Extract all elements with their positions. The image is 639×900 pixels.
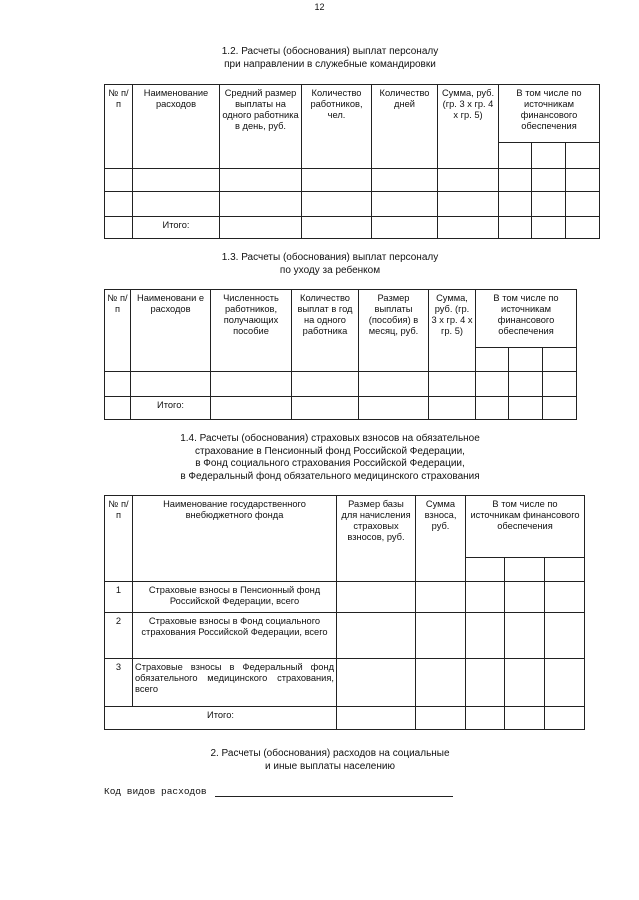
col-header-base-size: Размер базы для начисления страховых взносов, руб. bbox=[337, 496, 416, 582]
expense-code-label: Код видов расходов bbox=[104, 786, 207, 797]
table-cell[interactable] bbox=[545, 582, 585, 613]
sub-header-cell bbox=[509, 348, 543, 372]
section-1-4-title bbox=[140, 433, 520, 483]
row-num: 1 bbox=[105, 582, 133, 613]
total-label: Итого: bbox=[131, 397, 211, 420]
col-header-sources: В том числе по источникам финансового обеспечения bbox=[499, 85, 600, 143]
section-2-title-line2: и иные выплаты населению bbox=[265, 760, 395, 772]
table-cell[interactable] bbox=[438, 192, 499, 217]
table-business-trip bbox=[104, 84, 600, 239]
table-cell[interactable] bbox=[211, 397, 292, 420]
table-cell[interactable] bbox=[302, 217, 372, 239]
col-header-sum: Сумма, руб. (гр. 3 х гр. 4 х гр. 5) bbox=[438, 85, 499, 169]
table-cell[interactable] bbox=[211, 372, 292, 397]
table-cell[interactable] bbox=[337, 659, 416, 707]
sub-header-cell bbox=[505, 558, 545, 582]
section-2-title bbox=[180, 748, 480, 773]
section-1-4-title-line1: 1.4. Расчеты (обоснования) страховых взносов на обязательное bbox=[180, 433, 480, 444]
table-cell[interactable] bbox=[133, 169, 220, 192]
row-num: 2 bbox=[105, 613, 133, 659]
col-header-workers-count: Численность работников, получающих пособие bbox=[211, 290, 292, 372]
table-cell[interactable] bbox=[429, 372, 476, 397]
row-fund-name: Страховые взносы в Пенсионный фонд Российской Федерации, всего bbox=[133, 582, 337, 613]
table-cell[interactable] bbox=[416, 707, 466, 730]
table-cell[interactable] bbox=[466, 707, 505, 730]
col-header-sources: В том числе по источникам финансового обеспечения bbox=[476, 290, 577, 348]
table-cell[interactable] bbox=[372, 169, 438, 192]
table-insurance-contributions bbox=[104, 495, 585, 730]
section-1-4-title-line3: в Фонд социального страхования Российской Федерации, bbox=[195, 458, 465, 469]
table-cell[interactable] bbox=[466, 613, 505, 659]
table-cell[interactable] bbox=[429, 397, 476, 420]
expense-code-input[interactable] bbox=[215, 786, 453, 797]
table-cell[interactable] bbox=[416, 659, 466, 707]
table-cell[interactable] bbox=[105, 192, 133, 217]
col-header-workers: Количество работников, чел. bbox=[302, 85, 372, 169]
col-header-monthly-benefit: Размер выплаты (пособия) в месяц, руб. bbox=[359, 290, 429, 372]
total-label: Итого: bbox=[105, 707, 337, 730]
table-cell[interactable] bbox=[438, 169, 499, 192]
table-cell[interactable] bbox=[466, 582, 505, 613]
col-header-sources: В том числе по источникам финансового обеспечения bbox=[466, 496, 585, 558]
sub-header-cell bbox=[476, 348, 509, 372]
table-cell[interactable] bbox=[337, 582, 416, 613]
table-cell[interactable] bbox=[416, 613, 466, 659]
expense-code-field bbox=[104, 786, 453, 797]
table-cell[interactable] bbox=[105, 217, 133, 239]
col-header-fund-name: Наименование государственного внебюджетного фонда bbox=[133, 496, 337, 582]
section-1-3-title bbox=[180, 252, 480, 277]
table-cell[interactable] bbox=[131, 372, 211, 397]
table-cell[interactable] bbox=[505, 582, 545, 613]
table-cell[interactable] bbox=[466, 659, 505, 707]
table-cell[interactable] bbox=[566, 192, 600, 217]
col-header-payments-per-year: Количество выплат в год на одного работника bbox=[292, 290, 359, 372]
table-cell[interactable] bbox=[532, 217, 566, 239]
table-cell[interactable] bbox=[545, 613, 585, 659]
table-cell[interactable] bbox=[302, 169, 372, 192]
section-1-2-title bbox=[180, 46, 480, 71]
table-child-care bbox=[104, 289, 577, 420]
table-cell[interactable] bbox=[476, 397, 509, 420]
sub-header-cell bbox=[466, 558, 505, 582]
table-cell[interactable] bbox=[545, 707, 585, 730]
table-cell[interactable] bbox=[292, 372, 359, 397]
table-cell[interactable] bbox=[302, 192, 372, 217]
table-cell[interactable] bbox=[499, 169, 532, 192]
table-cell[interactable] bbox=[337, 613, 416, 659]
sub-header-cell bbox=[499, 143, 532, 169]
col-header-sum: Сумма, руб. (гр. 3 х гр. 4 х гр. 5) bbox=[429, 290, 476, 372]
table-cell[interactable] bbox=[505, 707, 545, 730]
table-cell[interactable] bbox=[372, 192, 438, 217]
col-header-days: Количество дней bbox=[372, 85, 438, 169]
table-row bbox=[105, 582, 585, 613]
table-cell[interactable] bbox=[133, 192, 220, 217]
table-cell[interactable] bbox=[566, 169, 600, 192]
table-cell[interactable] bbox=[416, 582, 466, 613]
col-header-expense-name: Наименовани е расходов bbox=[131, 290, 211, 372]
table-cell[interactable] bbox=[337, 707, 416, 730]
table-cell[interactable] bbox=[220, 192, 302, 217]
section-1-2-title-line2: при направлении в служебные командировки bbox=[224, 58, 436, 70]
section-1-4-title-line4: в Федеральный фонд обязательного медицинского страхования bbox=[180, 470, 480, 482]
table-cell[interactable] bbox=[545, 659, 585, 707]
col-header-expense-name: Наименование расходов bbox=[133, 85, 220, 169]
table-cell[interactable] bbox=[543, 397, 577, 420]
section-1-3-title-line2: по уходу за ребенком bbox=[279, 264, 381, 276]
sub-header-cell bbox=[532, 143, 566, 169]
row-num: 3 bbox=[105, 659, 133, 707]
table-cell[interactable] bbox=[105, 169, 133, 192]
sub-header-cell bbox=[545, 558, 585, 582]
table-cell[interactable] bbox=[359, 372, 429, 397]
sub-header-cell bbox=[543, 348, 577, 372]
table-cell[interactable] bbox=[438, 217, 499, 239]
col-header-num: № п/п bbox=[105, 85, 133, 169]
table-cell[interactable] bbox=[105, 372, 131, 397]
col-header-avg-payment: Средний размер выплаты на одного работника в день, руб. bbox=[220, 85, 302, 169]
row-fund-name: Страховые взносы в Федеральный фонд обязательного медицинского страхования, всего bbox=[133, 659, 337, 707]
table-cell[interactable] bbox=[105, 397, 131, 420]
table-row bbox=[105, 659, 585, 707]
table-cell[interactable] bbox=[532, 192, 566, 217]
col-header-num: № п/п bbox=[105, 290, 131, 372]
table-cell[interactable] bbox=[566, 217, 600, 239]
table-cell[interactable] bbox=[359, 397, 429, 420]
section-1-3-title-line1: 1.3. Расчеты (обоснования) выплат персоналу bbox=[221, 252, 439, 263]
col-header-contribution-sum: Сумма взноса, руб. bbox=[416, 496, 466, 582]
section-2-title-line1: 2. Расчеты (обоснования) расходов на социальные bbox=[210, 748, 450, 759]
table-cell[interactable] bbox=[509, 397, 543, 420]
col-header-num: № п/п bbox=[105, 496, 133, 582]
table-cell[interactable] bbox=[220, 169, 302, 192]
row-fund-name: Страховые взносы в Фонд социального страхования Российской Федерации, всего bbox=[133, 613, 337, 659]
table-cell[interactable] bbox=[509, 372, 543, 397]
table-cell[interactable] bbox=[505, 659, 545, 707]
table-cell[interactable] bbox=[499, 192, 532, 217]
table-cell[interactable] bbox=[543, 372, 577, 397]
table-cell[interactable] bbox=[372, 217, 438, 239]
table-cell[interactable] bbox=[532, 169, 566, 192]
table-cell[interactable] bbox=[499, 217, 532, 239]
table-cell[interactable] bbox=[292, 397, 359, 420]
section-1-4-title-line2: страхование в Пенсионный фонд Российской Федерации, bbox=[195, 445, 465, 457]
sub-header-cell bbox=[566, 143, 600, 169]
section-1-2-title-line1: 1.2. Расчеты (обоснования) выплат персоналу bbox=[221, 46, 439, 57]
table-cell[interactable] bbox=[220, 217, 302, 239]
table-cell[interactable] bbox=[476, 372, 509, 397]
page-number: 12 bbox=[314, 2, 325, 12]
table-cell[interactable] bbox=[505, 613, 545, 659]
table-row bbox=[105, 613, 585, 659]
total-label: Итого: bbox=[133, 217, 220, 239]
